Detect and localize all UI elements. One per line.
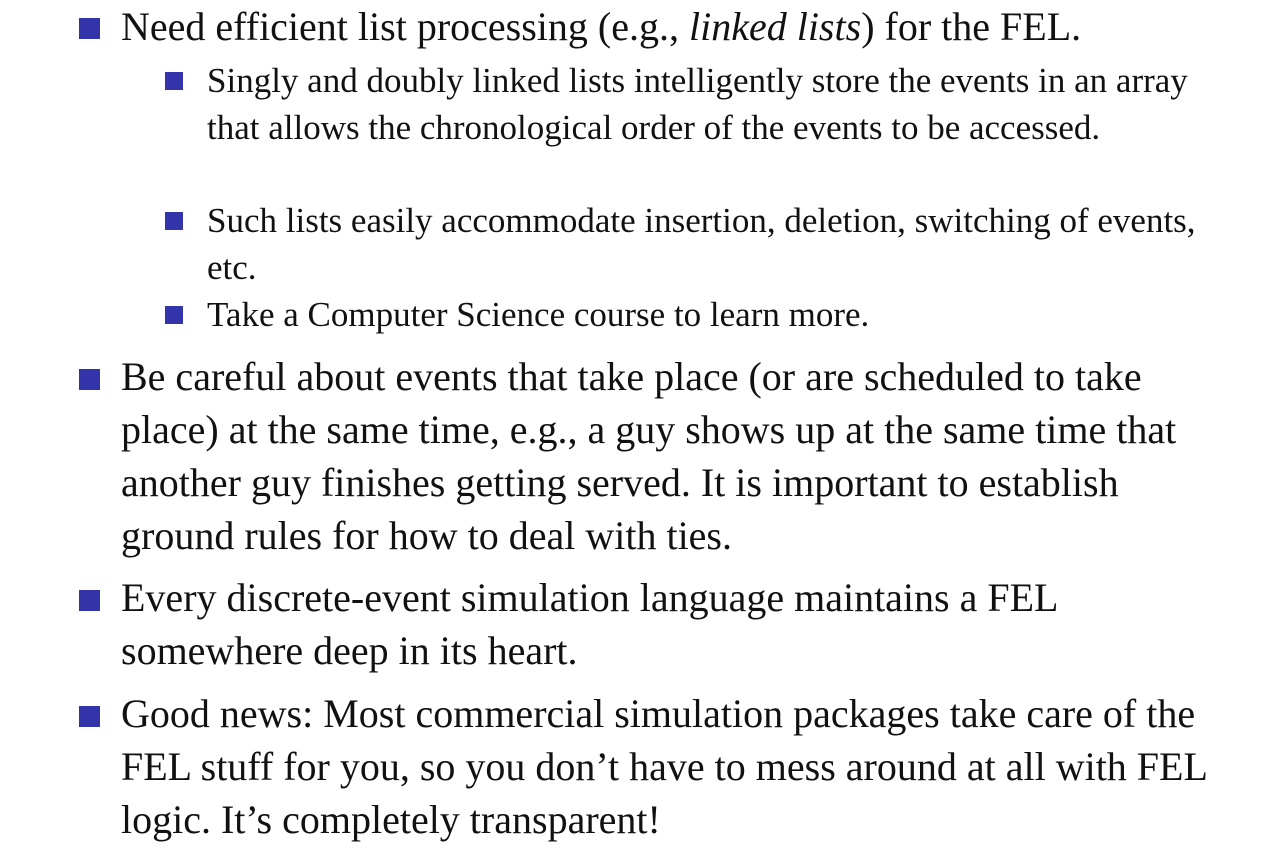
bullet-square-icon xyxy=(79,369,100,390)
subbullet-1-2-text: Such lists easily accommodate insertion, deletion, switching of events, etc. xyxy=(207,201,1196,287)
bullet-1-text-pre: Need efficient list processing (e.g., xyxy=(121,4,689,49)
subbullet-1-3-text: Take a Computer Science course to learn more. xyxy=(207,295,870,334)
subbullet-square-icon xyxy=(165,212,183,230)
subbullet-square-icon xyxy=(165,72,183,90)
subbullet-1-1-text: Singly and doubly linked lists intelligently store the events in an array that allows the chronological order of the events to be accessed. xyxy=(207,61,1188,147)
bullet-4-text: Good news: Most commercial simulation packages take care of the FEL stuff for you, so you don’t have to mess around at all with FEL logic. It’s completely transparent! xyxy=(121,691,1207,842)
bullet-3-text: Every discrete-event simulation language maintains a FEL somewhere deep in its heart. xyxy=(121,575,1057,673)
bullet-square-icon xyxy=(79,18,100,39)
bullet-1-text xyxy=(121,0,1261,53)
subbullet-square-icon xyxy=(165,306,183,324)
bullet-1-text-post: ) for the FEL. xyxy=(861,4,1082,49)
bullet-square-icon xyxy=(79,706,100,727)
bullet-2-text: Be careful about events that take place (or are scheduled to take place) at the same time, e.g., a guy shows up at the same time that another guy finishes getting served. It is important to establish ground rules for how to deal with ties. xyxy=(121,354,1177,558)
bullet-square-icon xyxy=(79,590,100,611)
bullet-1-emphasis: linked lists xyxy=(688,4,862,49)
